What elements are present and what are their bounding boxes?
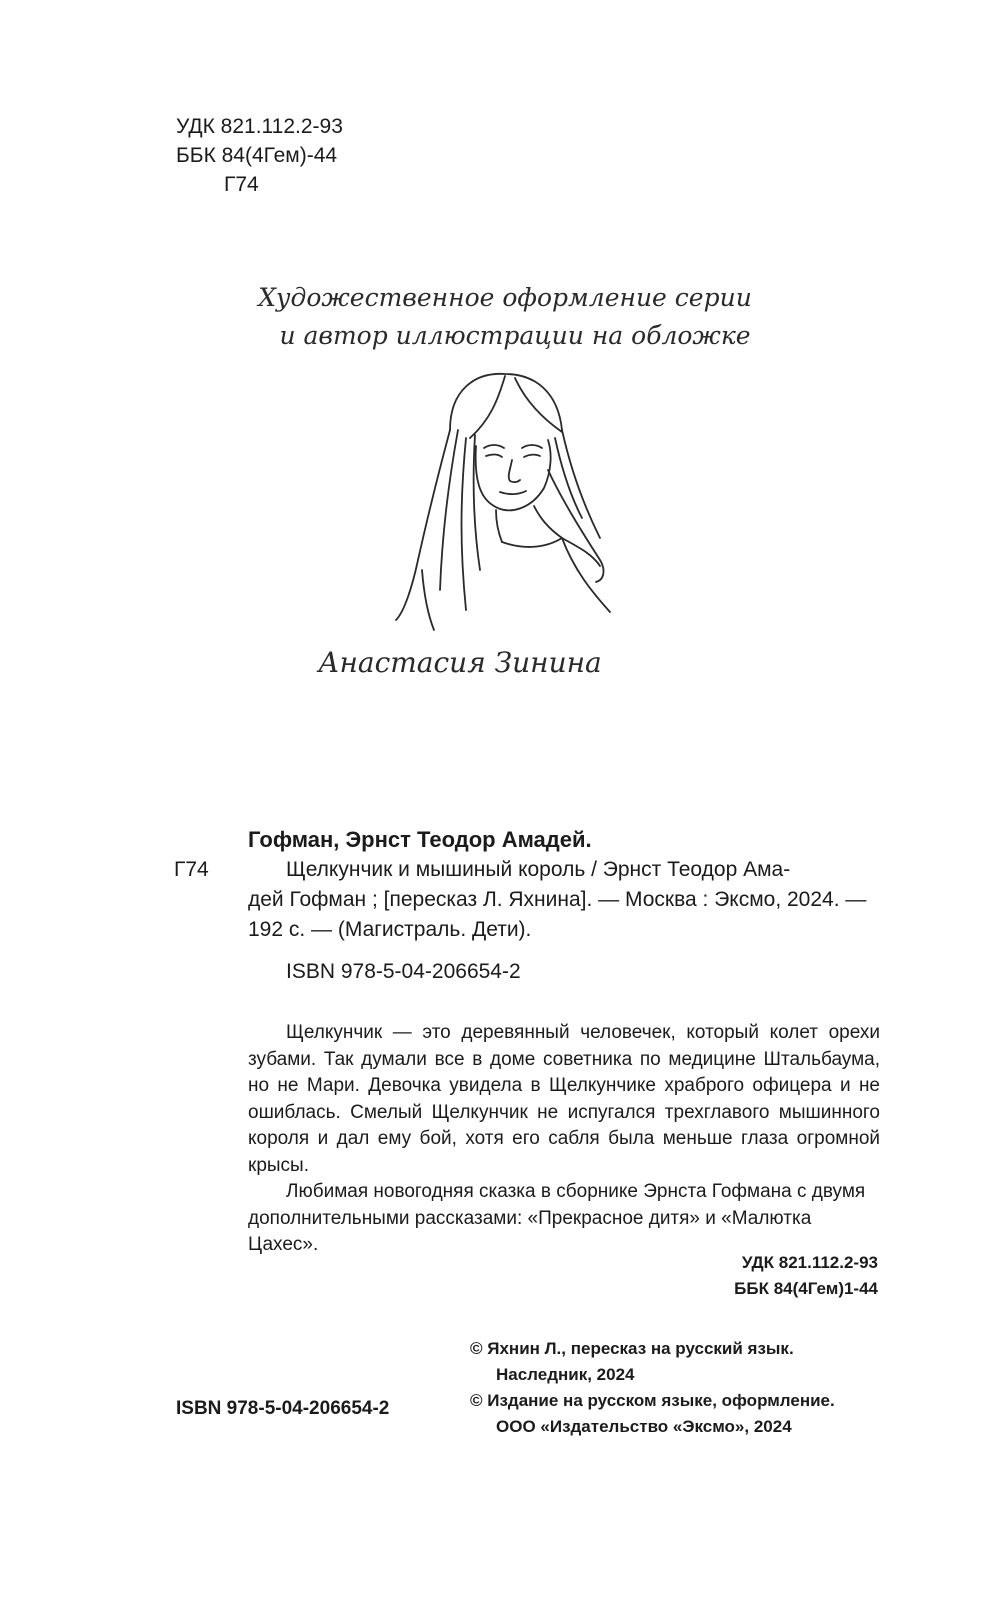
bbk-code-bottom: ББК 84(4Гем)1-44: [734, 1279, 878, 1298]
author-heading: Гофман, Эрнст Теодор Амадей.: [248, 827, 592, 852]
annotation-paragraph: Щелкунчик — это деревянный человечек, который колет орехи зубами. Так думали все в доме советника по медицине Штальбаума, но не Мари. Девочка увидела в Щелкунчике храброго офицера и не ошиблась. Смелый Щелкунчик не испугался трехглавого мышинного короля и дал ему бой, хотя его сабля была меньше глаза огромной крысы.: [248, 1022, 880, 1176]
annotation-paragraph: Любимая новогодняя сказка в сборнике Эрнста Гофмана с двумя дополнительными рассказами: «Прекрасное дитя» и «Малютка Цахес».: [248, 1181, 866, 1255]
bibliographic-description-line1: Щелкунчик и мышиный король / Эрнст Теодор Ама-: [286, 858, 791, 881]
artist-name: Анастасия Зинина: [318, 646, 602, 679]
catalog-isbn: ISBN 978-5-04-206654-2: [286, 960, 521, 983]
illustration-credit: [258, 270, 752, 700]
copyright-line: © Издание на русском языке, оформление.: [470, 1391, 835, 1410]
catalog-author-mark: Г74: [174, 858, 209, 881]
copyright-line: © Яхнин Л., пересказ на русский язык.: [470, 1339, 794, 1358]
author-mark: Г74: [224, 173, 259, 196]
top-classification-codes: [176, 112, 343, 199]
isbn-bottom: ISBN 978-5-04-206654-2: [176, 1398, 390, 1419]
annotation: [248, 1020, 880, 1259]
copyright-line: ООО «Издательство «Эксмо», 2024: [496, 1417, 792, 1436]
portrait-sketch-illustration: [396, 374, 610, 630]
catalog-entry: [248, 825, 880, 987]
udk-code-bottom: УДК 821.112.2-93: [741, 1253, 878, 1272]
copyright-block: [470, 1336, 835, 1440]
copyright-line: Наследник, 2024: [496, 1365, 635, 1384]
bottom-classification-codes: [734, 1250, 878, 1302]
udk-code: УДК 821.112.2-93: [176, 115, 343, 138]
bbk-code: ББК 84(4Гем)-44: [176, 144, 338, 167]
credit-line-1: Художественное оформление серии: [258, 283, 752, 312]
bibliographic-description: дей Гофман ; [пересказ Л. Яхнина]. — Москва : Эксмо, 2024. — 192 с. — (Магистраль. Дети).: [248, 888, 867, 941]
credit-line-2: и автор иллюстрации на обложке: [279, 321, 751, 350]
